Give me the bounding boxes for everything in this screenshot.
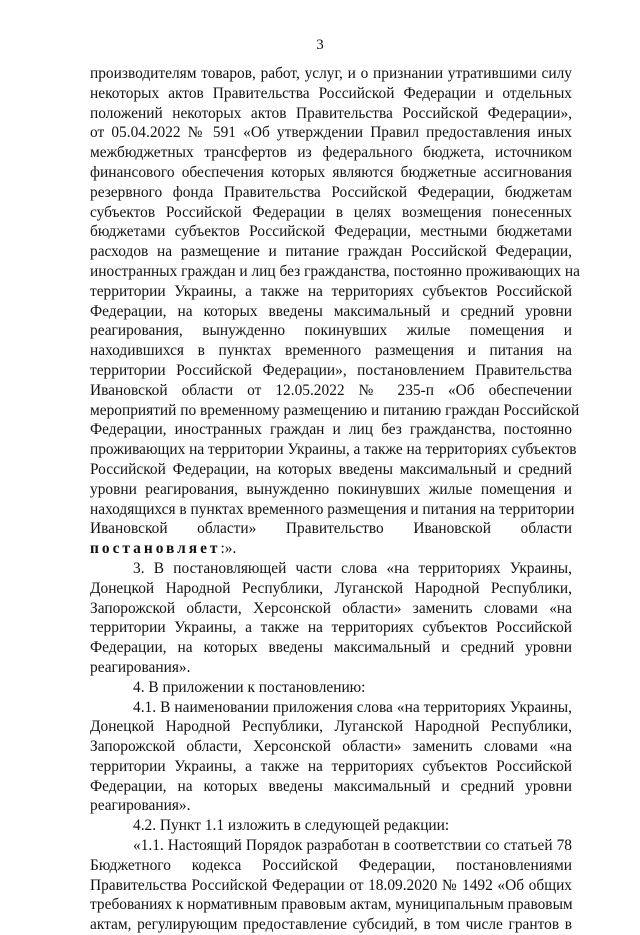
- text-line: бюджетами субъектов Российской Федерации, местными бюджетами: [90, 223, 572, 241]
- postanovlyaet-suffix: :».: [220, 540, 237, 558]
- text-line: реагирования, вынужденно покинувших жилые помещения и: [90, 322, 572, 340]
- paragraph-4-1-line: Донецкой Народной Республики, Луганской Народной Республики,: [90, 718, 572, 736]
- postanovlyaet-line: [90, 539, 572, 559]
- paragraph-3-line: Федерации, на которых введены максимальный и средний уровни: [90, 639, 572, 657]
- paragraph-4-2-line: 4.2. Пункт 1.1 изложить в следующей редакции:: [133, 817, 450, 835]
- paragraph-4-1-line: территории Украины, а также на территориях субъектов Российской: [90, 757, 572, 775]
- paragraph-1-1-line: требованиях к нормативным правовым актам, муниципальным правовым: [90, 896, 573, 914]
- postanovlyaet-word: постановляет: [90, 540, 221, 558]
- text-line: некоторых актов Правительства Российской Федерации и отдельных: [90, 84, 572, 102]
- paragraph-3-line: Донецкой Народной Республики, Луганской Народной Республики,: [90, 579, 572, 597]
- paragraph-3-line: территории Украины, а также на территориях субъектов Российской: [90, 619, 572, 637]
- paragraph-1-1-line: Бюджетного кодекса Российской Федерации, постановлениями: [90, 856, 572, 874]
- text-line: мероприятий по временному размещению и питанию граждан Российской: [90, 401, 580, 419]
- document-body: [90, 64, 580, 935]
- paragraph-4-line: 4. В приложении к постановлению:: [133, 678, 366, 696]
- text-line: находившихся в пунктах временного размещения и питания на: [90, 342, 572, 360]
- paragraph-3-line: Запорожской области, Херсонской области» заменить словами «на: [90, 599, 572, 617]
- text-line: финансового обеспечения которых являются бюджетные ассигнования: [90, 163, 572, 181]
- text-line: Федерации, на которых введены максимальный и средний уровни: [90, 302, 572, 320]
- text-line: находящихся в пунктах временного размещения и питания на территории: [90, 500, 575, 518]
- paragraph-4-1-line: Федерации, на которых введены максимальный и средний уровни: [90, 777, 572, 795]
- paragraph-4-1-line: 4.1. В наименовании приложения слова «на территориях Украины,: [133, 698, 572, 716]
- paragraph-1-1-line: Правительства Российской Федерации от 18.09.2020 № 1492 «Об общих: [90, 876, 572, 894]
- text-line: от 05.04.2022 № 591 «Об утверждении Правил предоставления иных: [90, 124, 572, 142]
- text-line: проживающих на территории Украины, а также на территориях субъектов: [90, 441, 577, 459]
- text-line: Ивановской области от 12.05.2022 № 235-п «Об обеспечении: [90, 381, 572, 399]
- text-line: Российской Федерации, на которых введены максимальный и средний: [90, 460, 572, 478]
- text-line: положений некоторых актов Правительства Российской Федерации»,: [90, 104, 572, 122]
- paragraph-4-1-line: Запорожской области, Херсонской области» заменить словами «на: [90, 738, 572, 756]
- text-line: расходов на размещение и питание граждан Российской Федерации,: [90, 243, 572, 261]
- text-line: Федерации, иностранных граждан и лиц без гражданства, постоянно: [90, 421, 572, 439]
- text-line: иностранных граждан и лиц без гражданства, постоянно проживающих на: [90, 262, 580, 280]
- page-number: 3: [316, 37, 324, 53]
- paragraph-3-line: 3. В постановляющей части слова «на территориях Украины,: [133, 559, 572, 577]
- text-line: субъектов Российской Федерации в целях возмещения понесенных: [90, 203, 572, 221]
- text-line: резервного фонда Правительства Российской Федерации, бюджетам: [90, 183, 572, 201]
- text-line: межбюджетных трансфертов из федерального бюджета, источником: [90, 144, 572, 162]
- text-line: территории Украины, а также на территориях субъектов Российской: [90, 282, 572, 300]
- paragraph-3-line: реагирования».: [90, 658, 191, 676]
- text-line: территории Российской Федерации», постановлением Правительства: [90, 361, 572, 379]
- paragraph-4-1-line: реагирования».: [90, 797, 191, 815]
- paragraph-1-1-line: актам, регулирующим предоставление субсидий, в том числе грантов в: [90, 916, 572, 934]
- text-line: уровни реагирования, вынужденно покинувших жилые помещения и: [90, 480, 572, 498]
- paragraph-1-1-line: «1.1. Настоящий Порядок разработан в соответствии со статьей 78: [133, 837, 572, 855]
- text-line: Ивановской области» Правительство Ивановской области: [90, 520, 572, 538]
- text-line: производителям товаров, работ, услуг, и о признании утратившими силу: [90, 65, 572, 82]
